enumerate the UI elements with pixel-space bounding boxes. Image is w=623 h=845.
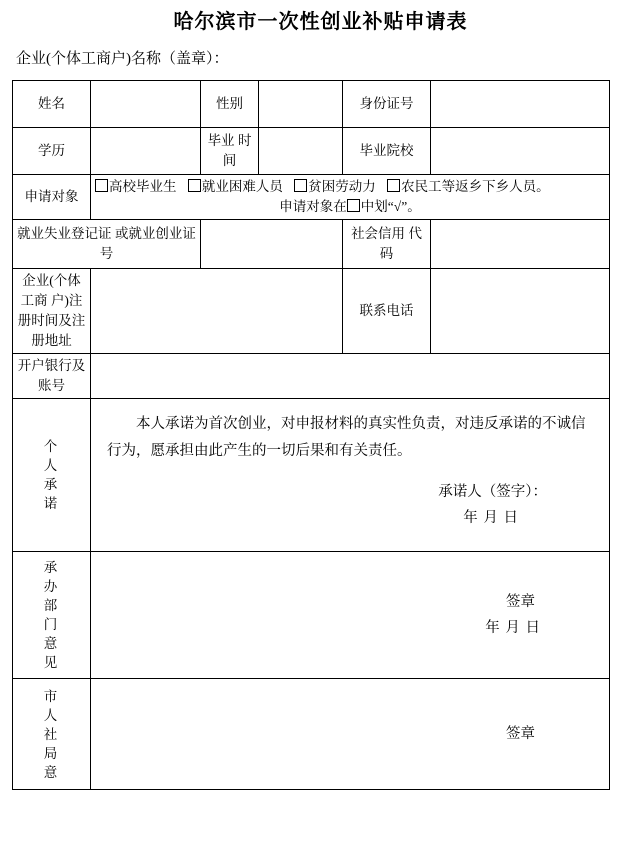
bureau-opinion-label-char: 社 (43, 726, 60, 742)
table-row (13, 552, 610, 679)
department-seal-label: 签章 (506, 594, 535, 610)
department-opinion-label-char: 见 (43, 655, 60, 670)
graduation-time-label-line2: 时间 (222, 133, 252, 168)
option-poor-labor-label: 贫困劳动力 (308, 179, 376, 194)
registration-label-line3: 册地址 (31, 333, 72, 348)
personal-promise-label-char: 人 (43, 458, 60, 473)
department-opinion-label-char: 部 (43, 598, 60, 613)
table-row (13, 354, 610, 399)
bureau-opinion-label-char: 意 (43, 764, 60, 780)
bureau-opinion-label-char: 人 (43, 707, 60, 723)
promise-text: 本人承诺为首次创业，对申报材料的真实性负责，对违反承诺的不诚信行为，愿承担由此产生的一切后果和有关责任。 (107, 416, 586, 459)
name-label: 姓名 (13, 81, 91, 128)
application-form-table (12, 80, 610, 790)
option-employment-difficulty-label: 就业困难人员 (201, 179, 283, 194)
id-number-field[interactable] (431, 81, 610, 128)
instruction-text-post: 中划“√”。 (360, 199, 421, 214)
registration-label (13, 269, 91, 354)
checkbox-icon (347, 199, 360, 212)
department-opinion-content[interactable] (91, 552, 610, 679)
personal-promise-label-char: 诺 (43, 496, 60, 511)
phone-label: 联系电话 (343, 269, 431, 354)
id-number-label: 身份证号 (343, 81, 431, 128)
graduation-time-label-line1: 毕业 (207, 133, 235, 148)
table-row (13, 679, 610, 790)
bank-account-field[interactable] (91, 354, 610, 399)
checkbox-icon[interactable] (95, 179, 108, 192)
department-opinion-label (13, 552, 91, 679)
bureau-opinion-label-char: 市 (43, 688, 60, 704)
department-opinion-label-char: 办 (43, 579, 60, 594)
instruction-text-pre: 申请对象在 (279, 199, 347, 214)
gender-field[interactable] (259, 81, 343, 128)
registration-field[interactable] (91, 269, 343, 354)
checkbox-icon[interactable] (294, 179, 307, 192)
school-field[interactable] (431, 128, 610, 175)
applicant-type-options-line1 (95, 177, 605, 197)
applicant-type-label: 申请对象 (13, 175, 91, 220)
department-opinion-label-char: 门 (43, 617, 60, 632)
bureau-opinion-label-char: 局 (43, 745, 60, 761)
bureau-seal-label: 签章 (506, 726, 535, 742)
promise-signer-label: 承诺人（签字）： (438, 484, 547, 500)
school-label: 毕业院校 (343, 128, 431, 175)
applicant-type-instruction (95, 197, 605, 217)
table-row (13, 269, 610, 354)
education-label: 学历 (13, 128, 91, 175)
credit-code-label-line1: 社会信用 (351, 226, 406, 241)
gender-label: 性别 (201, 81, 259, 128)
table-row (13, 399, 610, 552)
personal-promise-content (91, 399, 610, 552)
department-date-label: 年 月 日 (485, 620, 541, 636)
bank-account-label: 开户银行及账号 (13, 354, 91, 399)
name-field[interactable] (91, 81, 201, 128)
option-graduate-label: 高校毕业生 (109, 179, 177, 194)
credit-code-label-line2: 代码 (379, 226, 422, 261)
phone-field[interactable] (431, 269, 610, 354)
registration-label-line2: 户)注册时间及注 (17, 293, 86, 328)
personal-promise-label (13, 399, 91, 552)
employment-cert-label-line2: 或就业创业证号 (99, 226, 196, 261)
registration-label-line1: 企业(个体工商 (20, 273, 81, 308)
table-row (13, 175, 610, 220)
credit-code-field[interactable] (431, 220, 610, 269)
graduation-time-field[interactable] (259, 128, 343, 175)
department-opinion-label-char: 意 (43, 636, 60, 651)
applicant-type-options (91, 175, 610, 220)
graduation-time-label (201, 128, 259, 175)
table-row (13, 128, 610, 175)
employment-cert-label-line1: 就业失业登记证 (17, 226, 112, 241)
bureau-opinion-label (13, 679, 91, 790)
page-title: 哈尔滨市一次性创业补贴申请表 (173, 11, 468, 33)
checkbox-icon[interactable] (188, 179, 201, 192)
checkbox-icon[interactable] (387, 179, 400, 192)
employment-cert-label (13, 220, 201, 269)
promise-date-label: 年 月 日 (463, 510, 519, 526)
table-row (13, 220, 610, 269)
credit-code-label (343, 220, 431, 269)
employment-cert-field[interactable] (201, 220, 343, 269)
company-name-label: 企业(个体工商户)名称（盖章）： (16, 51, 229, 67)
bureau-opinion-content[interactable] (91, 679, 610, 790)
department-opinion-label-char: 承 (43, 560, 60, 575)
table-row (13, 81, 610, 128)
option-returning-migrant-label: 农民工等返乡下乡人员。 (401, 179, 550, 194)
personal-promise-label-char: 承 (43, 477, 60, 492)
personal-promise-label-char: 个 (43, 439, 60, 454)
education-field[interactable] (91, 128, 201, 175)
document-page (0, 8, 623, 845)
